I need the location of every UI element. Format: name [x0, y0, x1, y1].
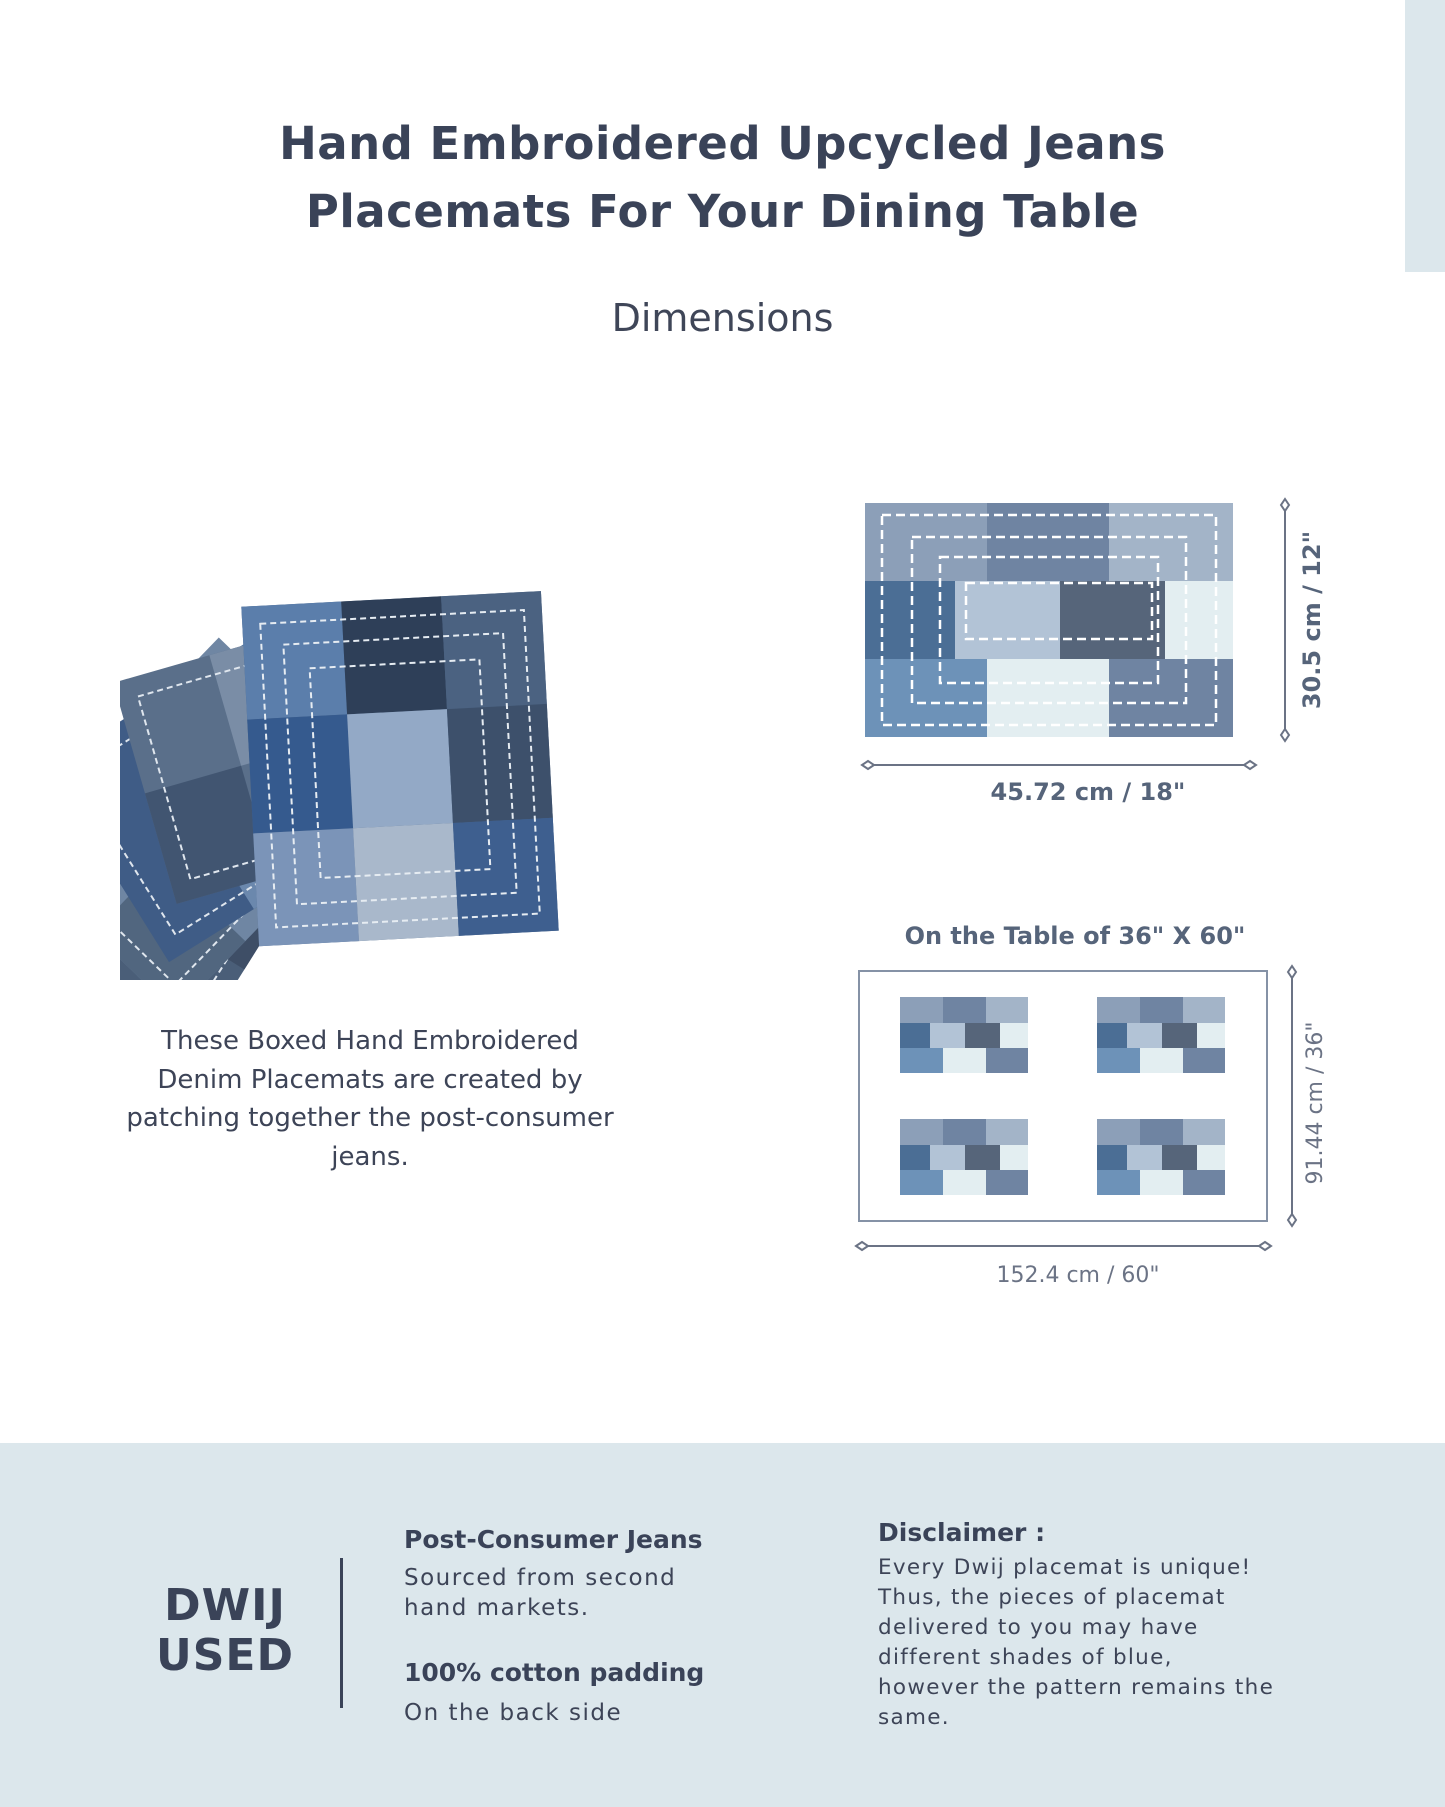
table-size-title: On the Table of 36" X 60": [904, 922, 1246, 950]
placemat-top: [241, 591, 558, 946]
placemat-patchwork: [865, 503, 1233, 737]
table-height-label: 91.44 cm / 36": [1303, 1021, 1328, 1185]
footer: [0, 1443, 1445, 1807]
mini-placemat-2: [1097, 997, 1225, 1073]
width-dimension-line: [862, 761, 1256, 769]
mini-placemat-1: [900, 997, 1028, 1073]
placemat-width-label: 45.72 cm / 18": [990, 778, 1186, 806]
denim-placemats-photo: [120, 560, 640, 980]
brand-line-1: DWIJ: [164, 1580, 286, 1631]
page-title: [0, 110, 1445, 246]
table-height-dimension-line: [1288, 966, 1296, 1226]
mini-placemat-3: [900, 1119, 1028, 1195]
height-dimension-line: [1281, 499, 1289, 741]
feature-1-heading: Post-Consumer Jeans: [404, 1525, 703, 1554]
placemat-dimensions-diagram: [850, 495, 1330, 825]
brand-logo: [150, 1581, 300, 1681]
feature-1-text: Sourced from second hand markets.: [404, 1565, 677, 1621]
title-line-1: Hand Embroidered Upcycled Jeans: [279, 117, 1166, 170]
feature-2-heading: 100% cotton padding: [404, 1658, 705, 1687]
dimensions-heading: Dimensions: [611, 296, 834, 340]
disclaimer-heading: Disclaimer :: [878, 1518, 1046, 1547]
table-width-dimension-line: [856, 1242, 1271, 1250]
mini-placemat-4: [1097, 1119, 1225, 1195]
table-dimensions-diagram: [850, 960, 1330, 1300]
product-description: These Boxed Hand Embroidered Denim Placemats are created by patching together the post-consumer jeans.: [126, 1026, 614, 1172]
brand-line-2: USED: [156, 1630, 294, 1681]
disclaimer-text: Every Dwij placemat is unique! Thus, the pieces of placemat delivered to you may have different shades of blue, however the pattern remains the same.: [878, 1555, 1275, 1730]
placemat-height-label: 30.5 cm / 12": [1298, 530, 1326, 710]
brand-divider: [340, 1558, 343, 1708]
table-width-label: 152.4 cm / 60": [996, 1263, 1160, 1288]
title-line-2: Placemats For Your Dining Table: [305, 185, 1140, 238]
feature-2-text: On the back side: [404, 1700, 623, 1726]
